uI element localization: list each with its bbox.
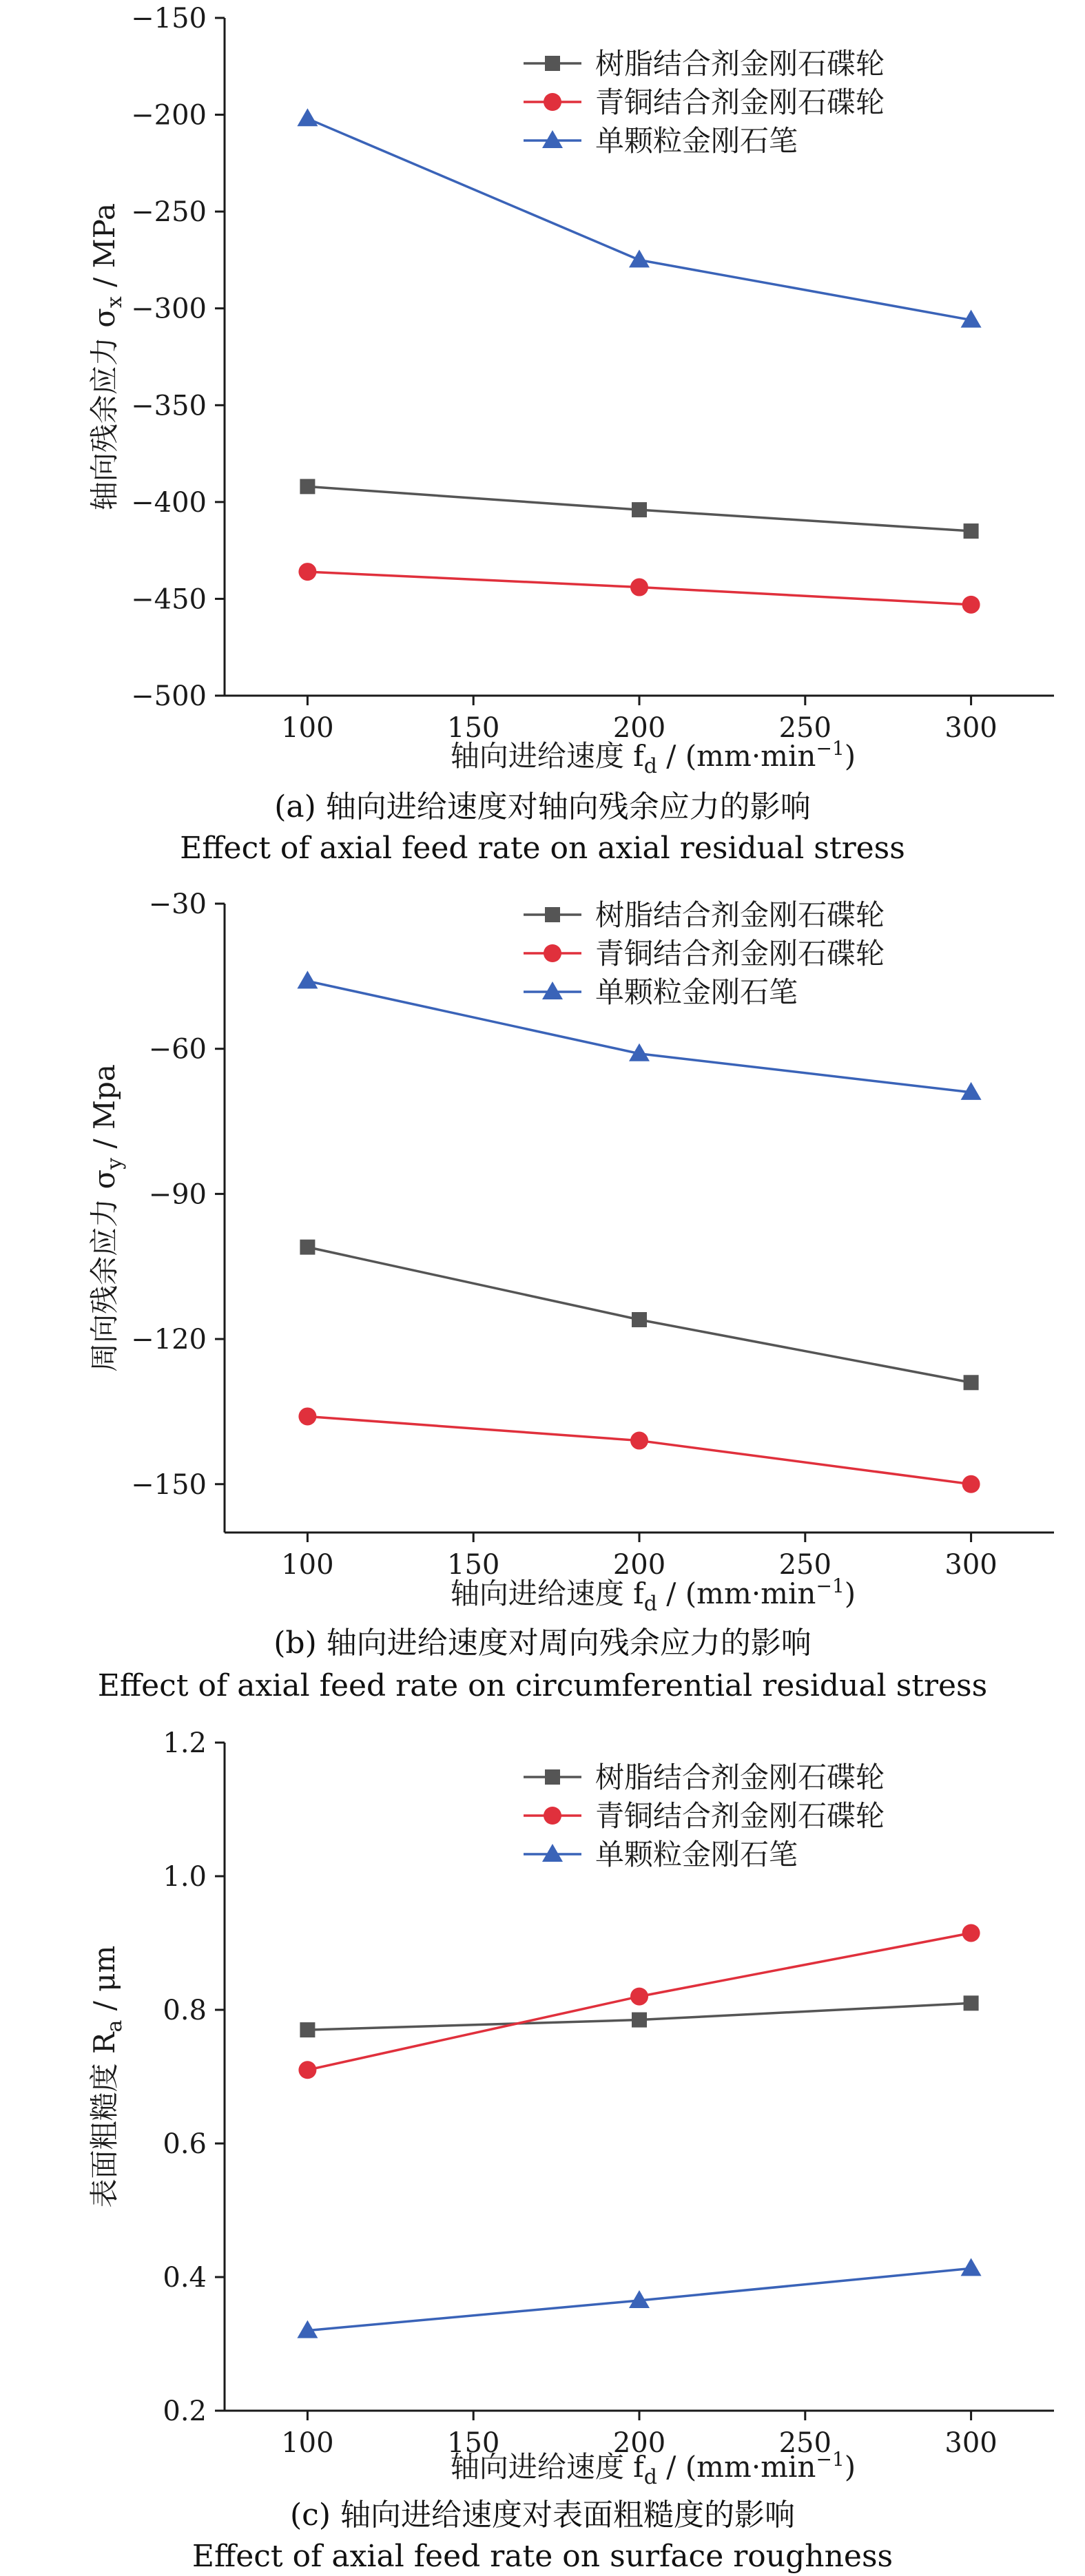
chart-b-legend-marker-bronze bbox=[544, 944, 561, 962]
chart-c-caption-en: Effect of axial feed rate on surface roughness bbox=[192, 2539, 893, 2574]
chart-c-x-tick-label: 200 bbox=[612, 2427, 666, 2459]
chart-a-x-tick-label: 250 bbox=[778, 712, 831, 744]
chart-b-legend-label-single: 单颗粒金刚石笔 bbox=[595, 975, 798, 1009]
chart-b-x-axis-title: 轴向进给速度 $f_d / (mm\cdot\min^{-1})$ bbox=[450, 1575, 856, 1616]
chart-a-x-tick-label: 200 bbox=[612, 712, 666, 744]
chart-c-legend-marker-bronze bbox=[544, 1807, 561, 1825]
chart-b-point-resin bbox=[632, 1312, 647, 1327]
chart-b-x-tick-label: 250 bbox=[778, 1549, 831, 1581]
chart-c-y-tick-label: 1.0 bbox=[163, 1861, 207, 1893]
chart-b-y-tick-label: −150 bbox=[131, 1468, 207, 1501]
chart-c-point-resin bbox=[964, 1995, 979, 2011]
chart-a-legend-marker-resin bbox=[545, 56, 560, 71]
chart-b-y-tick-label: −60 bbox=[148, 1033, 207, 1066]
chart-a-legend-label-single: 单颗粒金刚石笔 bbox=[595, 124, 798, 158]
chart-b-point-bronze bbox=[298, 1407, 316, 1425]
chart-b-y-axis-title: 周向残余应力 $\sigma_y$ / Mpa bbox=[87, 1064, 127, 1372]
chart-c-x-tick-label: 100 bbox=[281, 2427, 334, 2459]
chart-c-point-single bbox=[961, 2258, 982, 2276]
chart-c-x-tick-label: 300 bbox=[944, 2427, 998, 2459]
chart-c-legend-label-bronze: 青铜结合剂金刚石碟轮 bbox=[595, 1799, 885, 1833]
chart-b-y-tick-label: −30 bbox=[148, 889, 207, 920]
chart-a-y-tick-label: −350 bbox=[131, 390, 207, 422]
chart-c-y-axis-title: 表面粗糙度 $R_a$ / μm bbox=[87, 1945, 127, 2208]
chart-a-y-tick-label: −400 bbox=[131, 486, 207, 519]
chart-a-y-tick-label: −300 bbox=[131, 293, 207, 325]
chart-a-svg bbox=[0, 0, 1085, 868]
chart-c-caption-cn: (c) 轴向进给速度对表面粗糙度的影响 bbox=[290, 2497, 795, 2533]
chart-a-legend-label-bronze: 青铜结合剂金刚石碟轮 bbox=[595, 85, 885, 119]
chart-a-y-tick-label: −250 bbox=[131, 196, 207, 229]
chart-a-legend-marker-bronze bbox=[544, 93, 561, 111]
chart-b-legend-label-resin: 树脂结合剂金刚石碟轮 bbox=[595, 898, 885, 932]
chart-a-caption-en: Effect of axial feed rate on axial residual stress bbox=[180, 831, 905, 866]
chart-panel-b bbox=[0, 868, 1085, 1722]
chart-c-x-tick-label: 150 bbox=[447, 2427, 500, 2459]
chart-c-point-resin bbox=[300, 2022, 315, 2037]
chart-c-point-resin bbox=[632, 2013, 647, 2028]
chart-b-series-line-bronze bbox=[307, 1416, 971, 1484]
chart-b-x-tick-label: 150 bbox=[447, 1549, 500, 1581]
chart-a-y-tick-label: −450 bbox=[131, 583, 207, 616]
chart-b-point-resin bbox=[300, 1240, 315, 1255]
chart-a-x-tick-label: 150 bbox=[447, 712, 500, 744]
chart-b-point-single bbox=[297, 970, 318, 988]
chart-a-legend-label-resin: 树脂结合剂金刚石碟轮 bbox=[595, 47, 885, 81]
chart-c-y-tick-label: 0.8 bbox=[163, 1995, 207, 2026]
chart-a-point-resin bbox=[964, 523, 979, 539]
chart-a-caption-cn: (a) 轴向进给速度对轴向残余应力的影响 bbox=[274, 789, 811, 824]
chart-a-point-resin bbox=[632, 502, 647, 517]
chart-a-x-axis-title: 轴向进给速度 $f_d / (mm\cdot\min^{-1})$ bbox=[450, 737, 856, 778]
chart-c-legend-label-single: 单颗粒金刚石笔 bbox=[595, 1838, 798, 1871]
chart-c-svg bbox=[0, 1722, 1085, 2576]
chart-c-legend-marker-single bbox=[542, 1844, 563, 1862]
chart-panel-c bbox=[0, 1722, 1085, 2576]
chart-a-point-bronze bbox=[630, 579, 648, 596]
chart-c-point-bronze bbox=[630, 1988, 648, 2006]
chart-panel-a bbox=[0, 0, 1085, 868]
chart-c-x-tick-label: 250 bbox=[778, 2427, 831, 2459]
chart-c-y-tick-label: 0.6 bbox=[163, 2128, 207, 2160]
chart-c-y-tick-label: 0.2 bbox=[163, 2396, 207, 2427]
chart-a-point-resin bbox=[300, 479, 315, 494]
chart-c-point-bronze bbox=[962, 1924, 980, 1942]
chart-a-point-bronze bbox=[962, 596, 980, 614]
chart-b-x-tick-label: 100 bbox=[281, 1549, 334, 1581]
chart-c-point-bronze bbox=[298, 2061, 316, 2079]
chart-b-legend-marker-single bbox=[542, 981, 563, 999]
chart-a-y-tick-label: −500 bbox=[131, 681, 207, 712]
chart-b-legend-label-bronze: 青铜结合剂金刚石碟轮 bbox=[595, 937, 885, 970]
chart-b-y-tick-label: −120 bbox=[131, 1324, 207, 1356]
chart-a-y-axis-title: 轴向残余应力 $\sigma_x$ / MPa bbox=[87, 202, 127, 511]
chart-c-y-tick-label: 0.4 bbox=[163, 2262, 207, 2294]
chart-b-point-bronze bbox=[630, 1432, 648, 1450]
chart-b-caption-en: Effect of axial feed rate on circumferential residual stress bbox=[97, 1668, 988, 1703]
chart-b-point-resin bbox=[964, 1375, 979, 1390]
chart-a-point-single bbox=[297, 108, 318, 126]
chart-b-y-tick-label: −90 bbox=[148, 1178, 207, 1211]
chart-c-x-axis-title: 轴向进给速度 $f_d / (mm\cdot\min^{-1})$ bbox=[450, 2448, 856, 2489]
chart-a-x-tick-label: 100 bbox=[281, 712, 334, 744]
chart-a-y-tick-label: −200 bbox=[131, 99, 207, 132]
chart-a-legend-marker-single bbox=[542, 130, 563, 148]
chart-b-svg bbox=[0, 868, 1085, 1722]
chart-c-legend-label-resin: 树脂结合剂金刚石碟轮 bbox=[595, 1760, 885, 1794]
chart-b-x-tick-label: 200 bbox=[612, 1549, 666, 1581]
chart-b-x-tick-label: 300 bbox=[944, 1549, 998, 1581]
chart-a-x-tick-label: 300 bbox=[944, 712, 998, 744]
chart-c-legend-marker-resin bbox=[545, 1769, 560, 1785]
chart-b-legend-marker-resin bbox=[545, 907, 560, 922]
chart-c-y-tick-label: 1.2 bbox=[163, 1727, 207, 1759]
chart-a-point-single bbox=[629, 249, 650, 267]
chart-a-point-bronze bbox=[298, 563, 316, 581]
chart-a-y-tick-label: −150 bbox=[131, 3, 207, 34]
chart-b-caption-cn: (b) 轴向进给速度对周向残余应力的影响 bbox=[273, 1625, 812, 1661]
chart-b-point-bronze bbox=[962, 1475, 980, 1493]
